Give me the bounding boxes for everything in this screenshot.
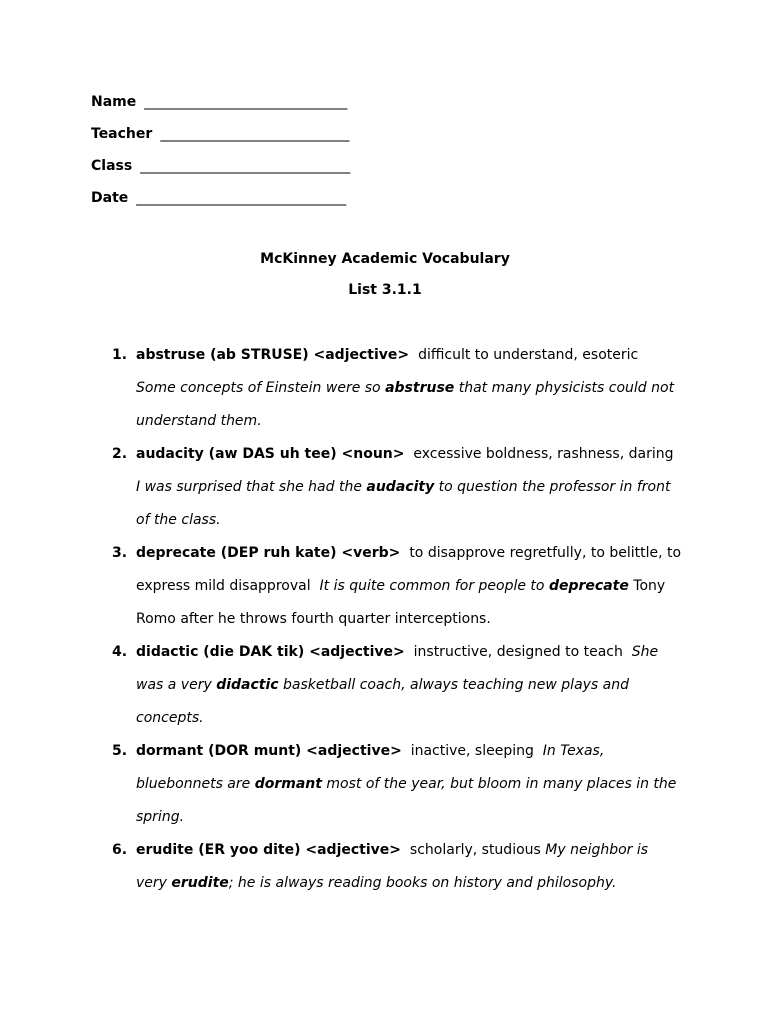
example-text: It is quite common for people to [319,578,549,594]
example-text: that many physicists could not understand them. [136,380,675,429]
example-keyword: audacity [366,479,435,495]
example-text: basketball coach, always teaching new plays and concepts. [136,677,630,726]
vocab-entry [112,735,682,834]
entry-number: 5. [112,743,128,759]
example-text: She was a very [136,644,659,693]
header-fields [91,92,350,220]
entry-term: dormant (DOR munt) <adjective> [136,743,402,759]
field-blank-line: ______________________________ [140,158,351,174]
entry-number: 2. [112,446,128,462]
entry-term: abstruse (ab STRUSE) <adjective> [136,347,410,363]
example-text: ; he is always reading books on history and philosophy. [228,875,617,891]
field-label: Class [91,158,133,174]
entry-example [136,479,670,528]
entry-definition: scholarly, studious [409,842,541,858]
example-text: My neighbor is very [136,842,649,891]
vocab-entry [112,537,682,636]
date-field [91,188,350,220]
vocab-entry [112,438,682,537]
entry-number: 3. [112,545,128,561]
vocab-entry [112,636,682,735]
document-title: McKinney Academic Vocabulary [260,251,510,267]
vocab-entry [112,339,682,438]
example-text: I was surprised that she had the [136,479,367,495]
example-keyword: dormant [254,776,322,792]
entry-definition: inactive, sleeping [410,743,534,759]
field-blank-line: ______________________________ [136,190,347,206]
entry-term: erudite (ER yoo dite) <adjective> [136,842,402,858]
entry-definition: to disapprove regretfully, to belittle, to express mild disapproval [136,545,682,594]
entry-number: 4. [112,644,128,660]
teacher-field [91,124,350,156]
example-keyword: deprecate [548,578,629,594]
field-blank-line: ___________________________ [160,126,350,142]
example-text: most of the year, but bloom in many places in the spring. [136,776,677,825]
entry-term: didactic (die DAK tik) <adjective> [136,644,405,660]
example-text: In Texas, bluebonnets are [136,743,605,792]
name-field [91,92,350,124]
entry-term: deprecate (DEP ruh kate) <verb> [136,545,401,561]
entry-number: 6. [112,842,128,858]
entry-example-continuation: Tony Romo after he throws fourth quarter interceptions. [136,578,666,627]
entry-definition: excessive boldness, rashness, daring [413,446,674,462]
field-label: Teacher [91,126,153,142]
entry-term: audacity (aw DAS uh tee) <noun> [136,446,405,462]
example-keyword: abstruse [385,380,455,396]
example-text: Some concepts of Einstein were so [136,380,386,396]
field-label: Name [91,94,137,110]
vocabulary-list [112,339,682,900]
entry-definition: difficult to understand, esoteric [418,347,639,363]
field-label: Date [91,190,129,206]
entry-definition: instructive, designed to teach [413,644,623,660]
vocab-entry [112,834,682,900]
field-blank-line: _____________________________ [144,94,348,110]
document-subtitle: List 3.1.1 [348,282,422,298]
example-keyword: didactic [216,677,279,693]
example-keyword: erudite [171,875,229,891]
entry-example [320,578,629,594]
example-text: to question the professor in front of the class. [136,479,671,528]
class-field [91,156,350,188]
entry-number: 1. [112,347,128,363]
entry-example [136,380,674,429]
